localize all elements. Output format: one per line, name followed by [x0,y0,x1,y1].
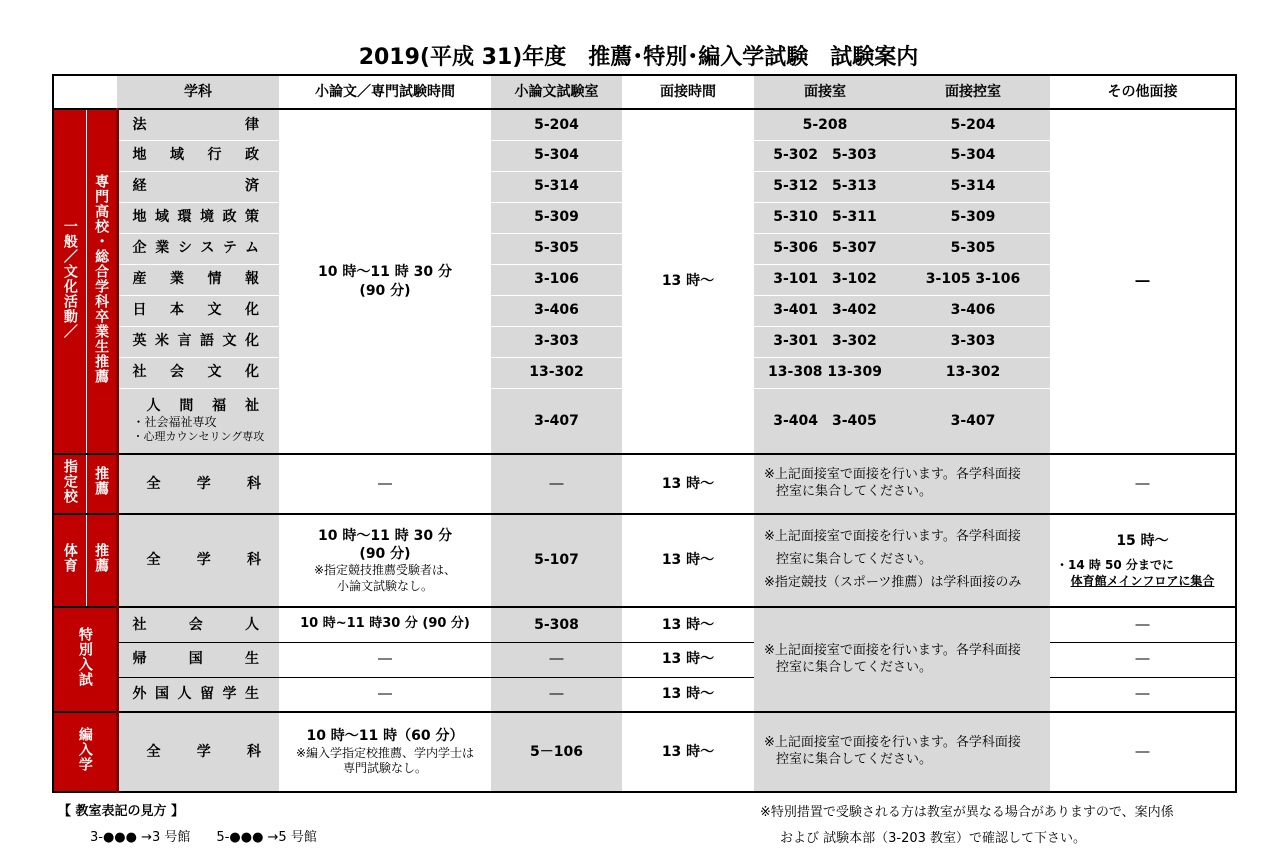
group3-label-a: 体育 [53,514,86,607]
header-row [53,75,1236,109]
essay-room-cell: 3-303 [491,326,622,357]
essay-room-cell: ― [491,454,622,514]
essay-room-cell: 5-309 [491,202,622,233]
essay-room-cell: 3-106 [491,264,622,295]
interview-room-cell: 13-308 13-309 [754,357,896,388]
essay-room-cell: 5-308 [491,607,622,642]
group2-label-a: 指定校 [53,454,86,514]
essay-room-cell: 5-107 [491,514,622,607]
wait-room-cell: 13-302 [896,357,1050,388]
dept-welfare-sub2: ・心理カウンセリング専攻 [132,430,265,444]
interview-time-cell: 13 時～ [622,607,754,642]
group2-label-b: 推薦 [86,454,117,514]
other-cell: ― [1050,607,1236,642]
wait-room-cell: 5-314 [896,171,1050,202]
dept-welfare-sub1: ・社会福祉専攻 [132,414,217,429]
essay-time-cell: 10 時~11 時30 分 (90 分) [279,607,491,642]
essay-room-cell: 5-304 [491,140,622,171]
table-row [53,607,1236,642]
interview-room-cell: 5-302 5-303 [754,140,896,171]
interview-room-cell: 5-310 5-311 [754,202,896,233]
dept-cell: 地域行政 [117,140,279,171]
wait-room-cell: 5-304 [896,140,1050,171]
group1-label-b: 専門高校・総合学科卒業生推薦 [86,109,117,454]
interview-note: ※上記面接室で面接を行います。各学科面接 控室に集合してください。 ※指定競技（スポーツ推薦）は学科面接のみ [754,514,1050,607]
dept-cell: 産業情報 [117,264,279,295]
interview-time-cell: 13 時～ [622,642,754,677]
other-cell: ― [1050,677,1236,712]
essay-room-cell: 5-314 [491,171,622,202]
interview-room-cell: 3-401 3-402 [754,295,896,326]
header-interview-time: 面接時間 [622,75,754,109]
dept-cell: 全学科 [117,514,279,607]
wait-room-cell: 3-406 [896,295,1050,326]
essay-room-cell: ― [491,642,622,677]
interview-room-cell: 5-312 5-313 [754,171,896,202]
interview-note: ※上記面接室で面接を行います。各学科面接 控室に集合してください。 [754,607,1050,712]
essay-room-cell: 13-302 [491,357,622,388]
interview-note: ※上記面接室で面接を行います。各学科面接 控室に集合してください。 [754,712,1050,792]
essay-room-cell: 3-407 [491,388,622,454]
wait-room-cell: 3-303 [896,326,1050,357]
interview-room-cell: 5-208 [754,109,896,140]
wait-room-cell: 5-204 [896,109,1050,140]
group4-label: 特別入試 [53,607,117,712]
other-cell: ― [1050,454,1236,514]
interview-room-cell: 3-101 3-102 [754,264,896,295]
table-row [53,677,1236,712]
wait-room-cell: 3-407 [896,388,1050,454]
group1-essay-time: 10 時～11 時 30 分 (90 分) [279,109,491,454]
interview-time-cell: 13 時～ [622,514,754,607]
table-row [53,109,1236,140]
dept-cell: 帰国生 [117,642,279,677]
essay-time-cell: ― [279,642,491,677]
dept-cell: 法律 [117,109,279,140]
interview-room-cell: 5-306 5-307 [754,233,896,264]
essay-room-cell: ― [491,677,622,712]
interview-note: ※上記面接室で面接を行います。各学科面接 控室に集合してください。 [754,454,1050,514]
essay-room-cell: 5-204 [491,109,622,140]
header-wait-room: 面接控室 [896,75,1050,109]
dept-cell: 日本文化 [117,295,279,326]
group3-label-b: 推薦 [86,514,117,607]
other-cell: 15 時～ ・14 時 50 分までに 体育館メインフロアに集合 [1050,514,1236,607]
interview-time-cell: 13 時～ [622,677,754,712]
header-blank [53,75,117,109]
table-row [53,514,1236,607]
dept-cell: 社会文化 [117,357,279,388]
wait-room-cell: 3-105 3-106 [896,264,1050,295]
table-row [53,642,1236,677]
header-other: その他面接 [1050,75,1236,109]
interview-room-cell: 3-301 3-302 [754,326,896,357]
header-dept: 学科 [117,75,279,109]
group5-label: 編入学 [53,712,117,792]
group1-label-a: 一般／文化活動／ [53,109,86,454]
wait-room-cell: 5-305 [896,233,1050,264]
dept-cell: 経済 [117,171,279,202]
essay-room-cell: 5－106 [491,712,622,792]
other-cell: ― [1050,642,1236,677]
interview-time-cell: 13 時～ [622,712,754,792]
interview-room-cell: 3-404 3-405 [754,388,896,454]
essay-time-cell: 10 時～11 時（60 分） ※編入学指定校推薦、学内学士は 専門試験なし。 [279,712,491,792]
dept-welfare-label: 人間福祉 [146,397,259,414]
dept-cell: 外国人留学生 [117,677,279,712]
header-essay-time: 小論文／専門試験時間 [279,75,491,109]
dept-cell-welfare [117,388,279,454]
dept-cell: 全学科 [117,454,279,514]
interview-time-cell: 13 時～ [622,454,754,514]
essay-time-cell: ― [279,454,491,514]
dept-cell: 英米言語文化 [117,326,279,357]
dept-cell: 地域環境政策 [117,202,279,233]
exam-schedule-table [52,74,1237,793]
essay-room-cell: 5-305 [491,233,622,264]
wait-room-cell: 5-309 [896,202,1050,233]
table-row [53,454,1236,514]
header-interview-room: 面接室 [754,75,896,109]
dept-cell: 社会人 [117,607,279,642]
page-title: 2019(平成 31)年度 推薦･特別･編入学試験 試験案内 [358,45,919,70]
table-row [53,712,1236,792]
group1-interview-time: 13 時～ [622,109,754,454]
essay-time-cell: 10 時～11 時 30 分 (90 分) ※指定競技推薦受験者は、 小論文試験なし。 [279,514,491,607]
room-legend-text: 3-●●● →3 号館 5-●●● →5 号館 [90,830,317,845]
essay-time-cell: ― [279,677,491,712]
dept-cell: 全学科 [117,712,279,792]
header-essay-room: 小論文試験室 [491,75,622,109]
group1-other: ― [1050,109,1236,454]
dept-cell: 企業システム [117,233,279,264]
other-cell: ― [1050,712,1236,792]
essay-room-cell: 3-406 [491,295,622,326]
room-legend-title: 【 教室表記の見方 】 [58,804,185,819]
special-measures-note: ※特別措置で受験される方は教室が異なる場合がありますので、案内係 および 試験本部（3-203 教室）で確認して下さい。 [760,805,1174,846]
